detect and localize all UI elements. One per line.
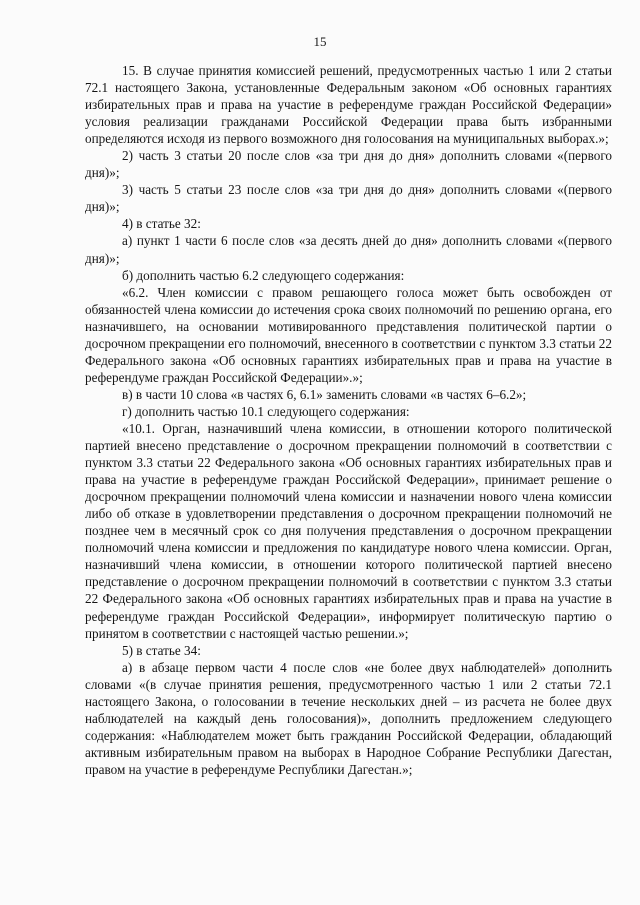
document-body xyxy=(85,62,612,778)
paragraph: б) дополнить частью 6.2 следующего содержания: xyxy=(122,267,405,283)
paragraph: а) в абзаце первом части 4 после слов «не более двух наблюдателей» дополнить словами «(в случае принятия решения, предусмотренного частью 1 или 2 статьи 72.1 настоящего Закона, о голосовании в течение нескольких дней – из расчета не более двух наблюдателей на каждый день голосования)», дополнить предложением следующего содержания: «Наблюдателем может быть гражданин Российской Федерации, обладающий активным избирательным правом на выборах в Народное Собрание Республики Дагестан, правом на участие в референдуме Республики Дагестан.»; xyxy=(85,659,612,777)
paragraph: 15. В случае принятия комиссией решений, предусмотренных частью 1 или 2 статьи 72.1 настоящего Закона, установленные Федеральным законом «Об основных гарантиях избирательных прав и права на участие в референдуме граждан Российской Федерации» условия реализации гражданами Российской Федерации права быть избранными определяются исходя из первого возможного дня голосования на муниципальных выборах.»; xyxy=(85,63,612,147)
paragraph: а) пункт 1 части 6 после слов «за десять дней до дня» дополнить словами «(первого дня)»; xyxy=(85,233,612,266)
paragraph: «10.1. Орган, назначивший члена комиссии, в отношении которого политической партией внесено представление о досрочном прекращении полномочий в соответствии с пунктом 3.3 статьи 22 Федерального закона «Об основных гарантиях избирательных прав и права на участие в референдуме граждан Российской Федерации», принимает решение о досрочном прекращении полномочий члена комиссии и назначении нового члена комиссии либо об отказе в удовлетворении представления о досрочном прекращении полномочий не позднее чем в месячный срок со дня получения представления о досрочном прекращении полномочий члена комиссии и предложения по кандидатуре нового члена комиссии. Орган, назначивший члена комиссии, в отношении которого политической партией внесено представление о досрочном прекращении полномочий в соответствии с пунктом 3.3 статьи 22 Федерального закона «Об основных гарантиях избирательных прав и права на участие в референдуме граждан Российской Федерации», информирует политическую партию о принятом в соответствии с настоящей частью решении.»; xyxy=(85,420,612,641)
paragraph: 5) в статье 34: xyxy=(122,642,201,658)
paragraph: 3) часть 5 статьи 23 после слов «за три дня до дня» дополнить словами «(первого дня)»; xyxy=(85,182,612,215)
paragraph: «6.2. Член комиссии с правом решающего голоса может быть освобожден от обязанностей члена комиссии до истечения срока своих полномочий по решению органа, его назначившего, на основании мотивированного представления политической партии о досрочном прекращении его полномочий, внесенного в соответствии с пунктом 3.3 статьи 22 Федерального закона «Об основных гарантиях избирательных прав и права на участие в референдуме граждан Российской Федерации».»; xyxy=(85,284,612,385)
paragraph: г) дополнить частью 10.1 следующего содержания: xyxy=(122,403,410,419)
paragraph: 4) в статье 32: xyxy=(122,216,201,232)
paragraph: в) в части 10 слова «в частях 6, 6.1» заменить словами «в частях 6–6.2»; xyxy=(122,386,527,402)
paragraph: 2) часть 3 статьи 20 после слов «за три дня до дня» дополнить словами «(первого дня)»; xyxy=(85,148,612,181)
page-number: 15 xyxy=(313,34,327,49)
